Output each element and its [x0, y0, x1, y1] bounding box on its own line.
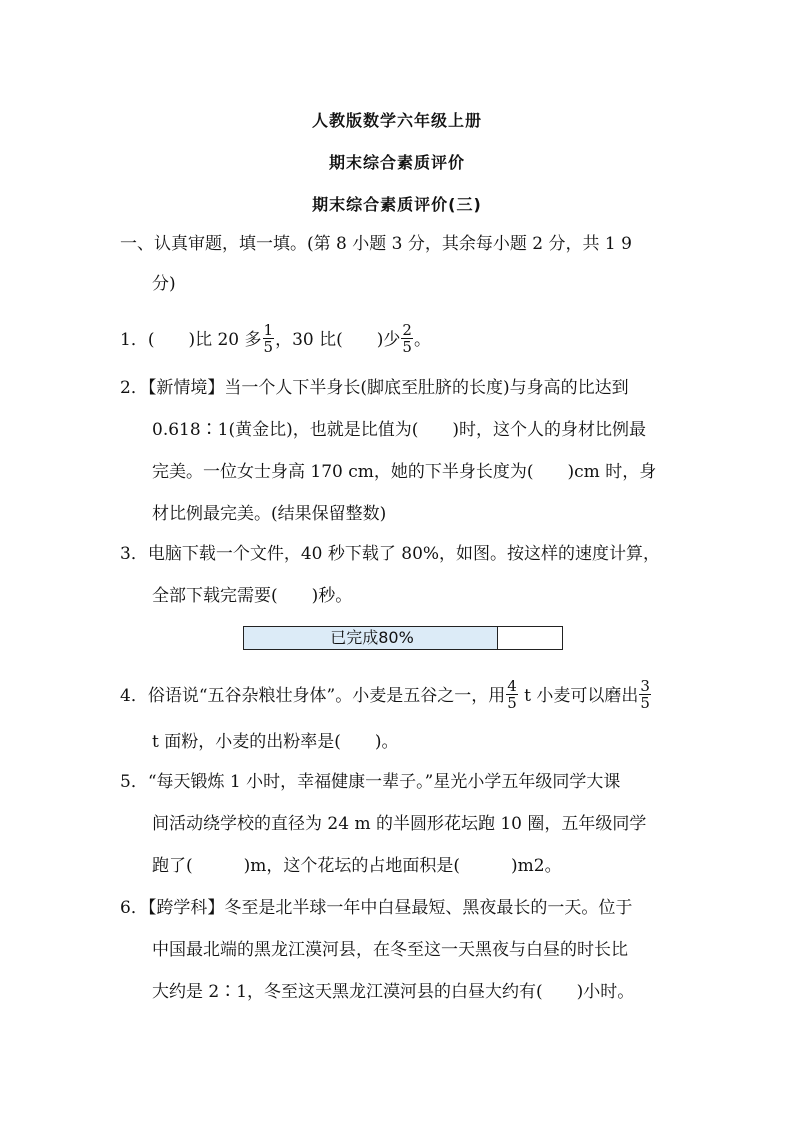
q1-text-b: ，30 比( )少: [275, 330, 401, 350]
question-4-line-1: [120, 677, 652, 713]
exam-title: 期末综合素质评价: [328, 153, 465, 172]
question-2-line-1: 2．【新情境】当一个人下半身长(脚底至肚脐的长度)与身高的比达到: [120, 378, 629, 398]
fraction-denominator: 5: [263, 338, 274, 356]
question-2-line-3: 完美。一位女士身高 170 cm，她的下半身长度为( )cm 时，身: [152, 462, 657, 482]
exam-subtitle: 期末综合素质评价(三): [312, 195, 482, 214]
download-progress-bar: [243, 626, 563, 650]
q1-fraction-1: [263, 322, 275, 355]
book-title: 人教版数学六年级上册: [311, 111, 482, 130]
question-3-line-1: 3．电脑下载一个文件，40 秒下载了 80%，如图。按这样的速度计算，: [120, 544, 661, 564]
question-6-line-2: 中国最北端的黑龙江漠河县，在冬至这一天黑夜与白昼的时长比: [152, 940, 628, 960]
question-2-line-2: 0.618∶1(黄金比)，也就是比值为( )时，这个人的身材比例最: [152, 420, 647, 440]
fraction-denominator: 5: [507, 694, 517, 712]
fraction-numerator: 2: [402, 321, 412, 339]
question-2-line-4: 材比例最完美。(结果保留整数): [152, 504, 387, 524]
q4-text-b: t 小麦可以磨出: [518, 686, 639, 706]
q1-fraction-2: [401, 322, 413, 355]
section-heading-cont: 分): [152, 274, 176, 294]
fraction-numerator: 3: [640, 677, 650, 695]
fraction-denominator: 5: [640, 694, 650, 712]
section-heading: 一、认真审题，填一填。(第 8 小题 3 分，其余每小题 2 分，共 1 9: [120, 234, 632, 254]
question-1: [120, 321, 431, 357]
q1-text-a: 1．( )比 20 多: [120, 330, 262, 350]
question-4-line-2: t 面粉，小麦的出粉率是( )。: [152, 732, 399, 752]
fraction-denominator: 5: [402, 338, 412, 356]
question-5-line-1: 5．“每天锻炼 1 小时，幸福健康一辈子。”星光小学五年级同学大课: [120, 772, 621, 792]
fraction-numerator: 1: [263, 321, 274, 339]
q4-fraction-1: [506, 678, 518, 711]
question-3-line-2: 全部下载完需要( )秒。: [152, 586, 353, 606]
question-6-line-3: 大约是 2∶1，冬至这天黑龙江漠河县的白昼大约有( )小时。: [152, 982, 635, 1002]
q1-text-c: 。: [413, 330, 431, 350]
fraction-numerator: 4: [507, 677, 517, 695]
question-5-line-2: 间活动绕学校的直径为 24 m 的半圆形花坛跑 10 圈，五年级同学: [152, 814, 647, 834]
q4-fraction-2: [639, 678, 651, 711]
question-6-line-1: 6．【跨学科】冬至是北半球一年中白昼最短、黑夜最长的一天。位于: [120, 898, 633, 918]
question-5-line-3: 跑了( )m，这个花坛的占地面积是( )m2。: [152, 856, 562, 876]
progress-label: 已完成80%: [330, 628, 414, 647]
q4-text-a: 4．俗语说“五谷杂粮壮身体”。小麦是五谷之一，用: [120, 686, 506, 706]
